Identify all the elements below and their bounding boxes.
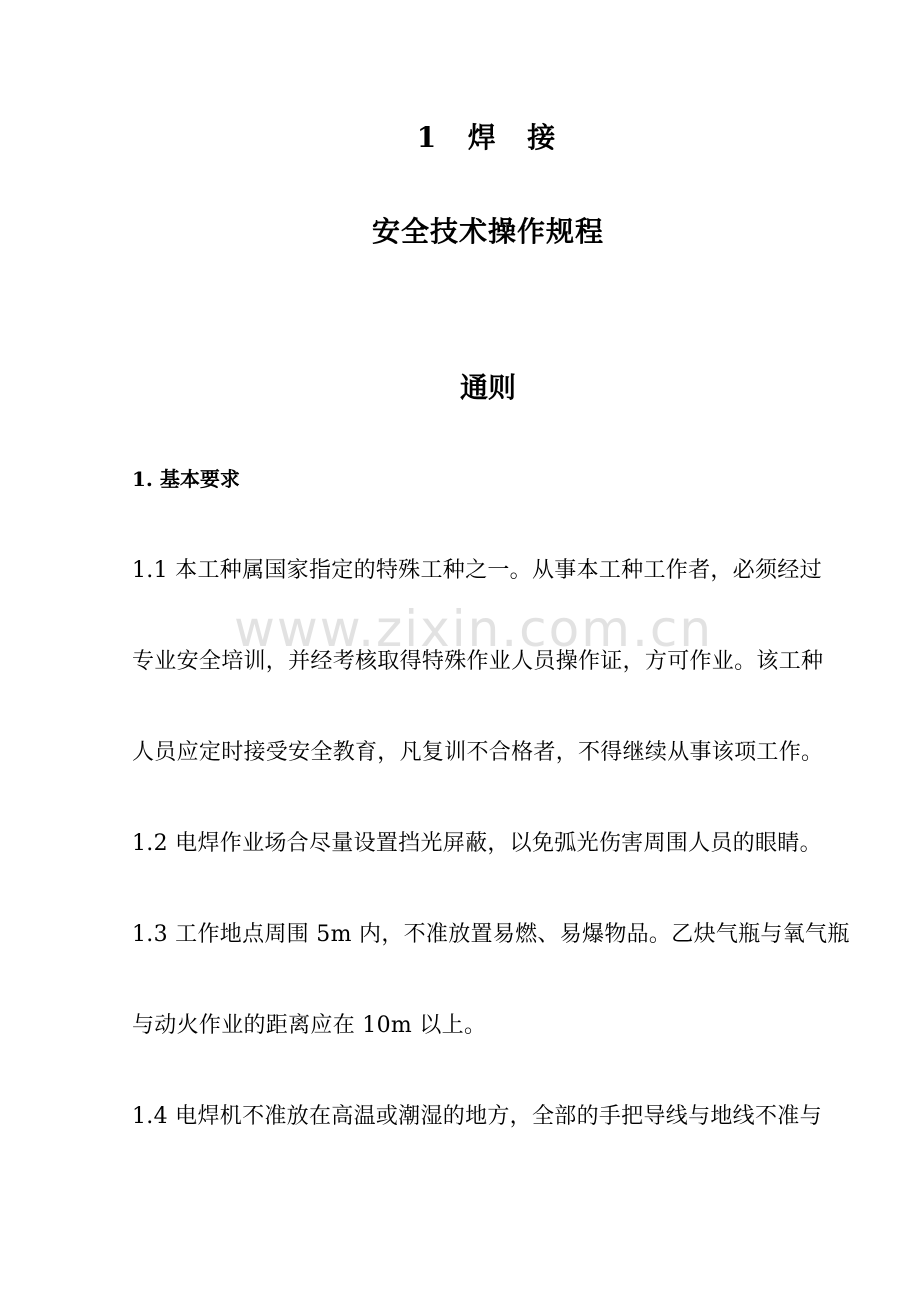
paragraph-line: 1.4 电焊机不准放在高温或潮湿的地方，全部的手把导线与地线不准与 <box>132 1104 822 1129</box>
watermark: www.zixin.com.cn <box>234 600 714 658</box>
paragraph-line: 1.1 本工种属国家指定的特殊工种之一。从事本工种工作者，必须经过 <box>132 558 822 583</box>
document-subtitle: 安全技术操作规程 <box>371 215 604 248</box>
paragraph-line: 1.3 工作地点周围 5m 内，不准放置易燃、易爆物品。乙炔气瓶与氧气瓶 <box>132 922 850 947</box>
paragraph-line: 与动火作业的距离应在 10m 以上。 <box>132 1013 487 1038</box>
document-title: 1 焊 接 <box>416 121 560 154</box>
paragraph-line: 1.2 电焊作业场合尽量设置挡光屏蔽，以免弧光伤害周围人员的眼睛。 <box>132 831 822 856</box>
section-title: 通则 <box>459 371 516 404</box>
paragraph-line: 人员应定时接受安全教育，凡复训不合格者，不得继续从事该项工作。 <box>132 740 824 765</box>
subheading-basic-requirements: 1. 基本要求 <box>132 467 240 491</box>
paragraph-line: 专业安全培训，并经考核取得特殊作业人员操作证，方可作业。该工种 <box>132 649 824 674</box>
